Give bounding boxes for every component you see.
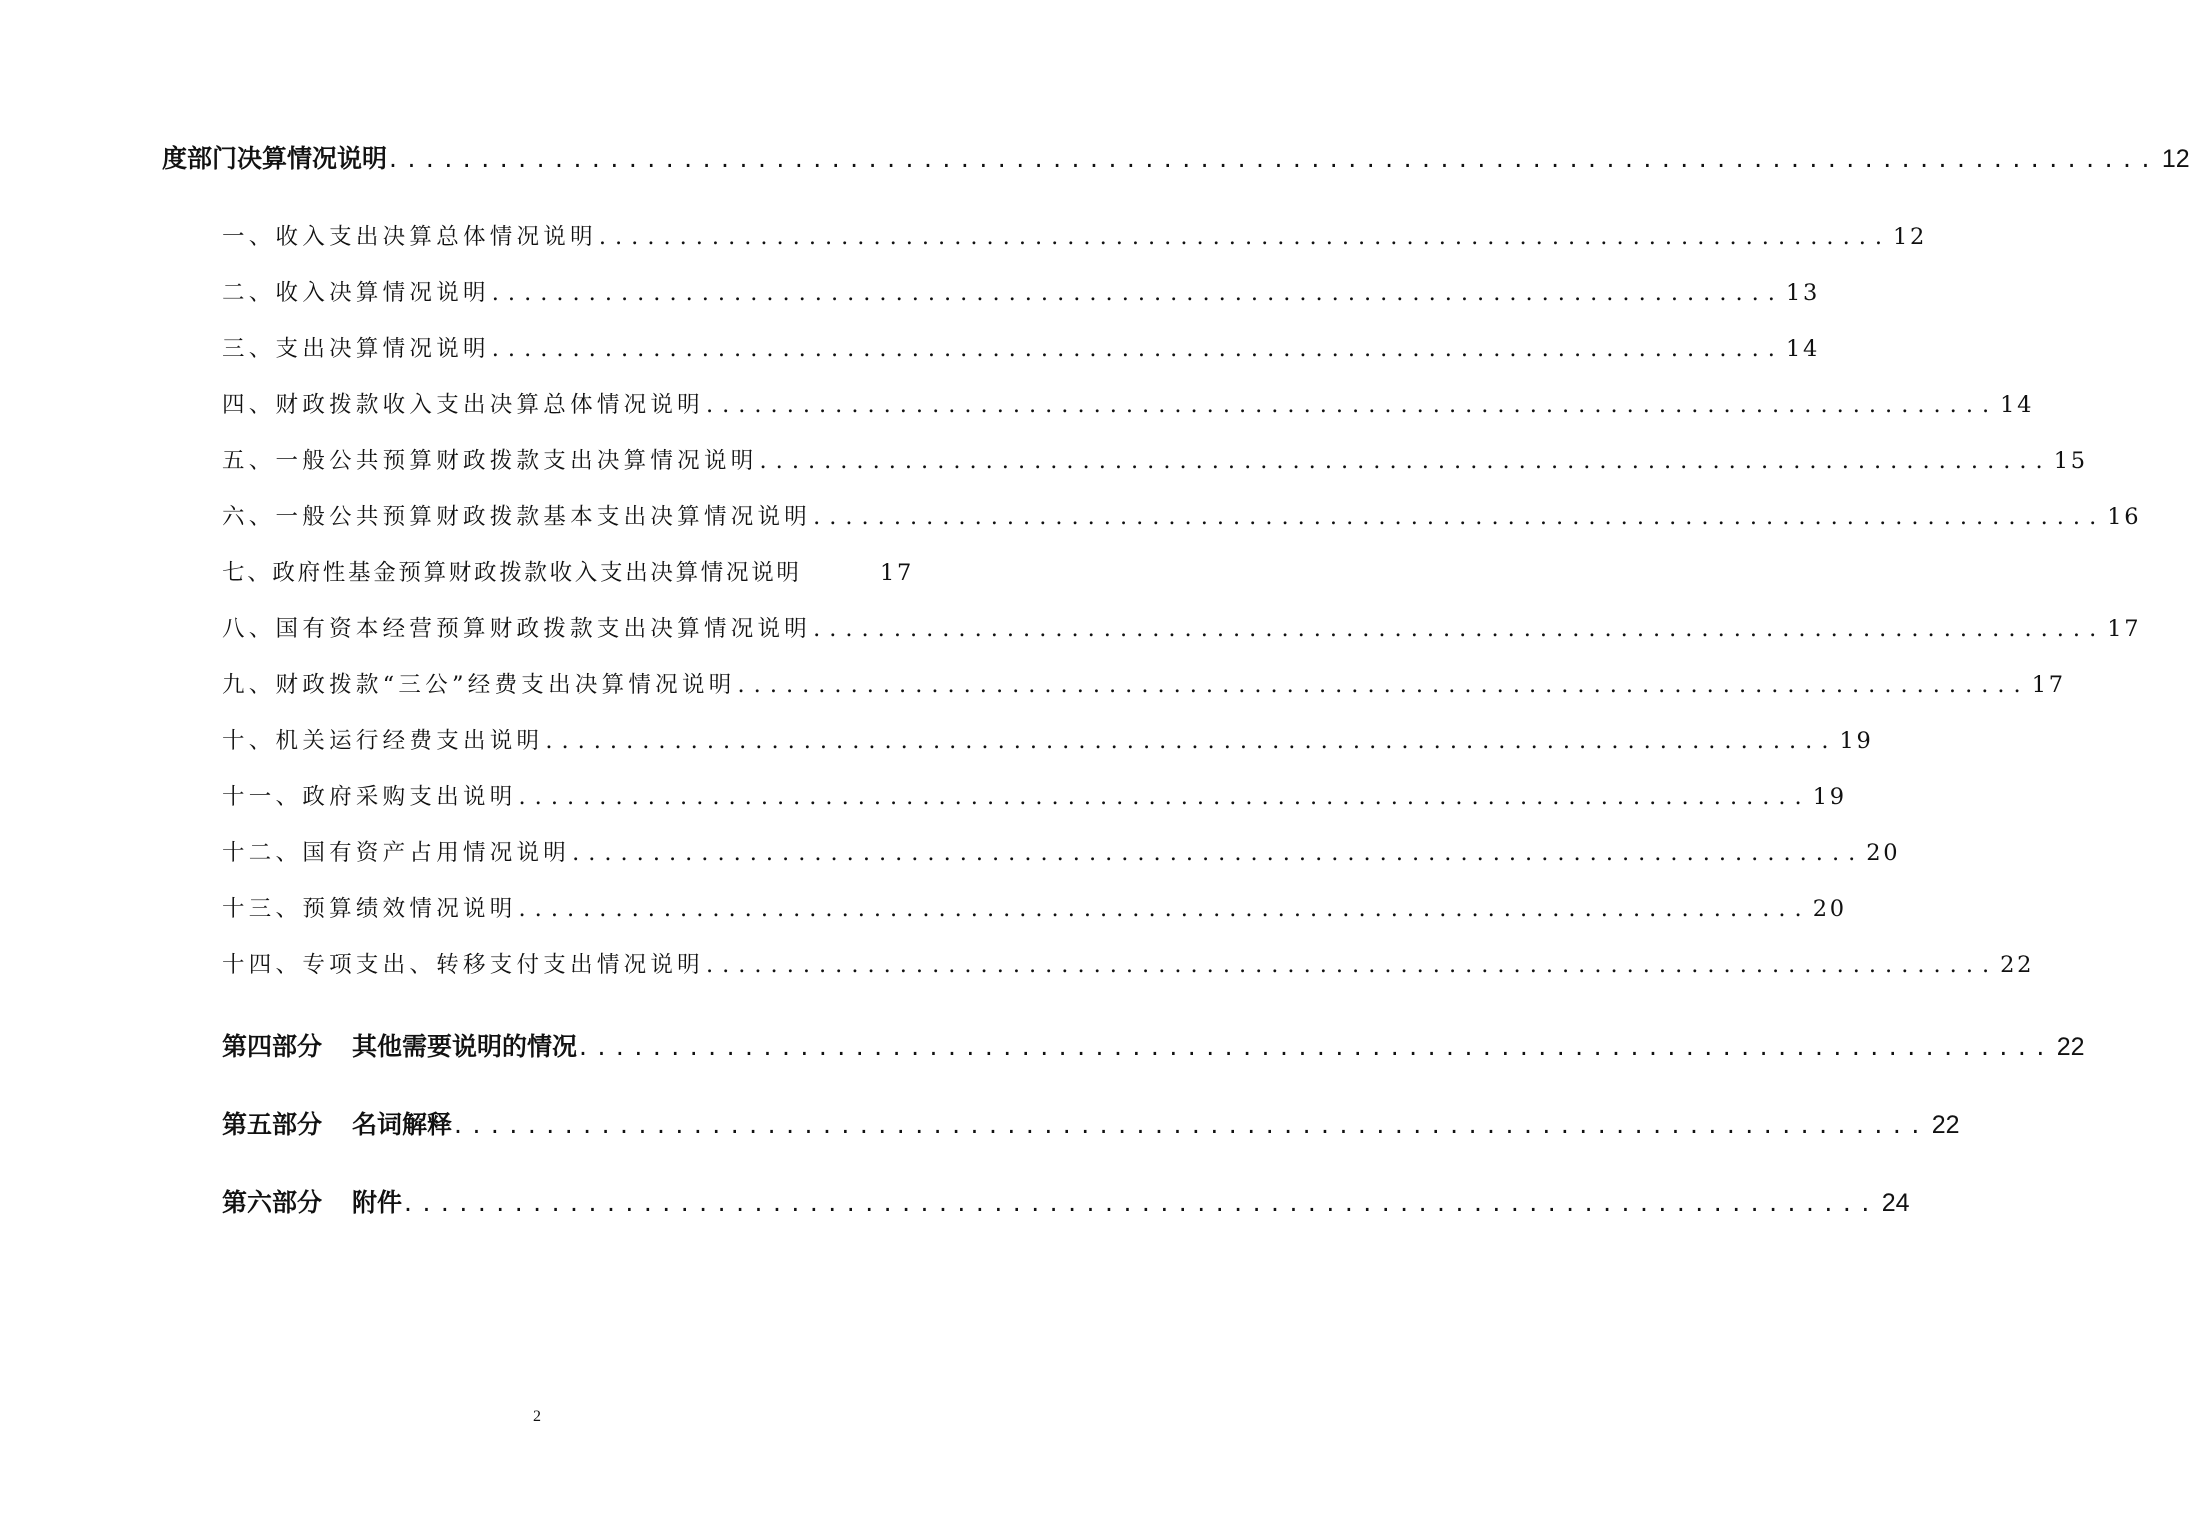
toc-part-title: 名词解释	[352, 1110, 453, 1139]
toc-entry[interactable]	[222, 388, 2035, 422]
toc-entry-intro[interactable]	[162, 141, 2190, 177]
toc-entry[interactable]	[222, 668, 2066, 702]
dot-leader: ................................................................................	[545, 728, 1838, 754]
dot-leader: ................................................................................	[404, 1188, 1880, 1217]
toc-entry-label: 十二、国有资产占用情况说明	[222, 840, 571, 866]
dot-leader: ................................................................................	[813, 616, 2106, 642]
toc-page-number: 22	[1931, 1111, 1960, 1139]
toc-page-number: 22	[2056, 1033, 2085, 1061]
dot-leader: ................................................................................	[705, 952, 1999, 978]
toc-part-5[interactable]	[222, 1107, 1960, 1143]
toc-entry-label: 十三、预算绩效情况说明	[222, 896, 517, 922]
toc-part-number: 第四部分	[222, 1032, 323, 1061]
dot-leader: ................................................................................	[518, 784, 1811, 810]
toc-page-number: 16	[2107, 504, 2142, 530]
toc-page-number: 15	[2053, 448, 2088, 474]
dot-leader: ................................................................................	[518, 896, 1811, 922]
toc-entry-label: 十一、政府采购支出说明	[222, 784, 517, 810]
toc-entry-label: 六、一般公共预算财政拨款基本支出决算情况说明	[222, 504, 812, 530]
toc-page-number: 12	[2161, 145, 2190, 173]
toc-page-number: 19	[1839, 728, 1874, 754]
toc-entry[interactable]	[222, 780, 1847, 814]
toc-page-number: 22	[2000, 952, 2035, 978]
toc-entry-label: 四、财政拨款收入支出决算总体情况说明	[222, 392, 704, 418]
toc-entry-label: 八、国有资本经营预算财政拨款支出决算情况说明	[222, 616, 812, 642]
toc-part-title: 其他需要说明的情况	[352, 1032, 578, 1061]
toc-page-number: 17	[2107, 616, 2142, 642]
dot-leader: ................................................................................	[813, 504, 2106, 530]
toc-part-label	[222, 1029, 577, 1065]
toc-part-label	[222, 1185, 402, 1221]
toc-part-4[interactable]	[222, 1029, 2085, 1065]
toc-entry[interactable]	[222, 612, 2142, 646]
toc-entry-label: 一、收入支出决算总体情况说明	[222, 224, 597, 250]
dot-leader: ................................................................................	[737, 672, 2030, 698]
toc-entry-label: 十、机关运行经费支出说明	[222, 728, 544, 754]
page-number-footer: 2	[533, 1408, 541, 1425]
toc-entry[interactable]	[222, 948, 2035, 982]
toc-entry[interactable]	[222, 724, 1874, 758]
toc-page-number: 13	[1785, 280, 1820, 306]
dot-leader: ................................................................................	[598, 224, 1892, 250]
dot-leader: ................................................................................	[579, 1032, 2055, 1061]
toc-page-number: 20	[1866, 840, 1901, 866]
toc-entry-label: 十四、专项支出、转移支付支出情况说明	[222, 952, 704, 978]
dot-leader: ................................................................................	[759, 448, 2052, 474]
toc-part-title: 附件	[352, 1188, 403, 1217]
toc-entry[interactable]	[222, 220, 1928, 254]
dot-leader: ................................................................................	[705, 392, 1999, 418]
toc-entry[interactable]	[222, 892, 1847, 926]
dot-leader: ................................................................................................	[389, 144, 2160, 173]
toc-entry-label: 二、收入决算情况说明	[222, 280, 490, 306]
dot-leader	[806, 556, 876, 590]
toc-part-number: 第六部分	[222, 1188, 323, 1217]
toc-entry-label: 度部门决算情况说明	[162, 144, 388, 173]
toc-entry-label: 五、一般公共预算财政拨款支出决算情况说明	[222, 448, 758, 474]
toc-part-label	[222, 1107, 452, 1143]
toc-part-6[interactable]	[222, 1185, 1910, 1221]
toc-page-number: 17	[879, 560, 914, 586]
dot-leader: ................................................................................	[454, 1110, 1930, 1139]
toc-page-number: 19	[1812, 784, 1847, 810]
toc-entry[interactable]	[222, 332, 1820, 366]
toc-page-number: 14	[1785, 336, 1820, 362]
toc-page-number: 24	[1881, 1189, 1910, 1217]
dot-leader: ................................................................................	[491, 336, 1784, 362]
toc-entry[interactable]	[222, 556, 914, 590]
toc-page-number: 14	[2000, 392, 2035, 418]
toc-entry[interactable]	[222, 836, 1901, 870]
toc-entry-label: 三、支出决算情况说明	[222, 336, 490, 362]
toc-entry[interactable]	[222, 276, 1820, 310]
toc-part-number: 第五部分	[222, 1110, 323, 1139]
toc-entry-label: 九、财政拨款“三公”经费支出决算情况说明	[222, 672, 736, 698]
toc-page-number: 20	[1812, 896, 1847, 922]
dot-leader: ................................................................................	[572, 840, 1865, 866]
toc-page-number: 12	[1893, 224, 1928, 250]
toc-entry[interactable]	[222, 444, 2088, 478]
dot-leader: ................................................................................	[491, 280, 1784, 306]
toc-entry-label: 七、政府性基金预算财政拨款收入支出决算情况说明	[222, 560, 802, 586]
toc-page-number: 17	[2031, 672, 2066, 698]
toc-entry[interactable]	[222, 500, 2142, 534]
